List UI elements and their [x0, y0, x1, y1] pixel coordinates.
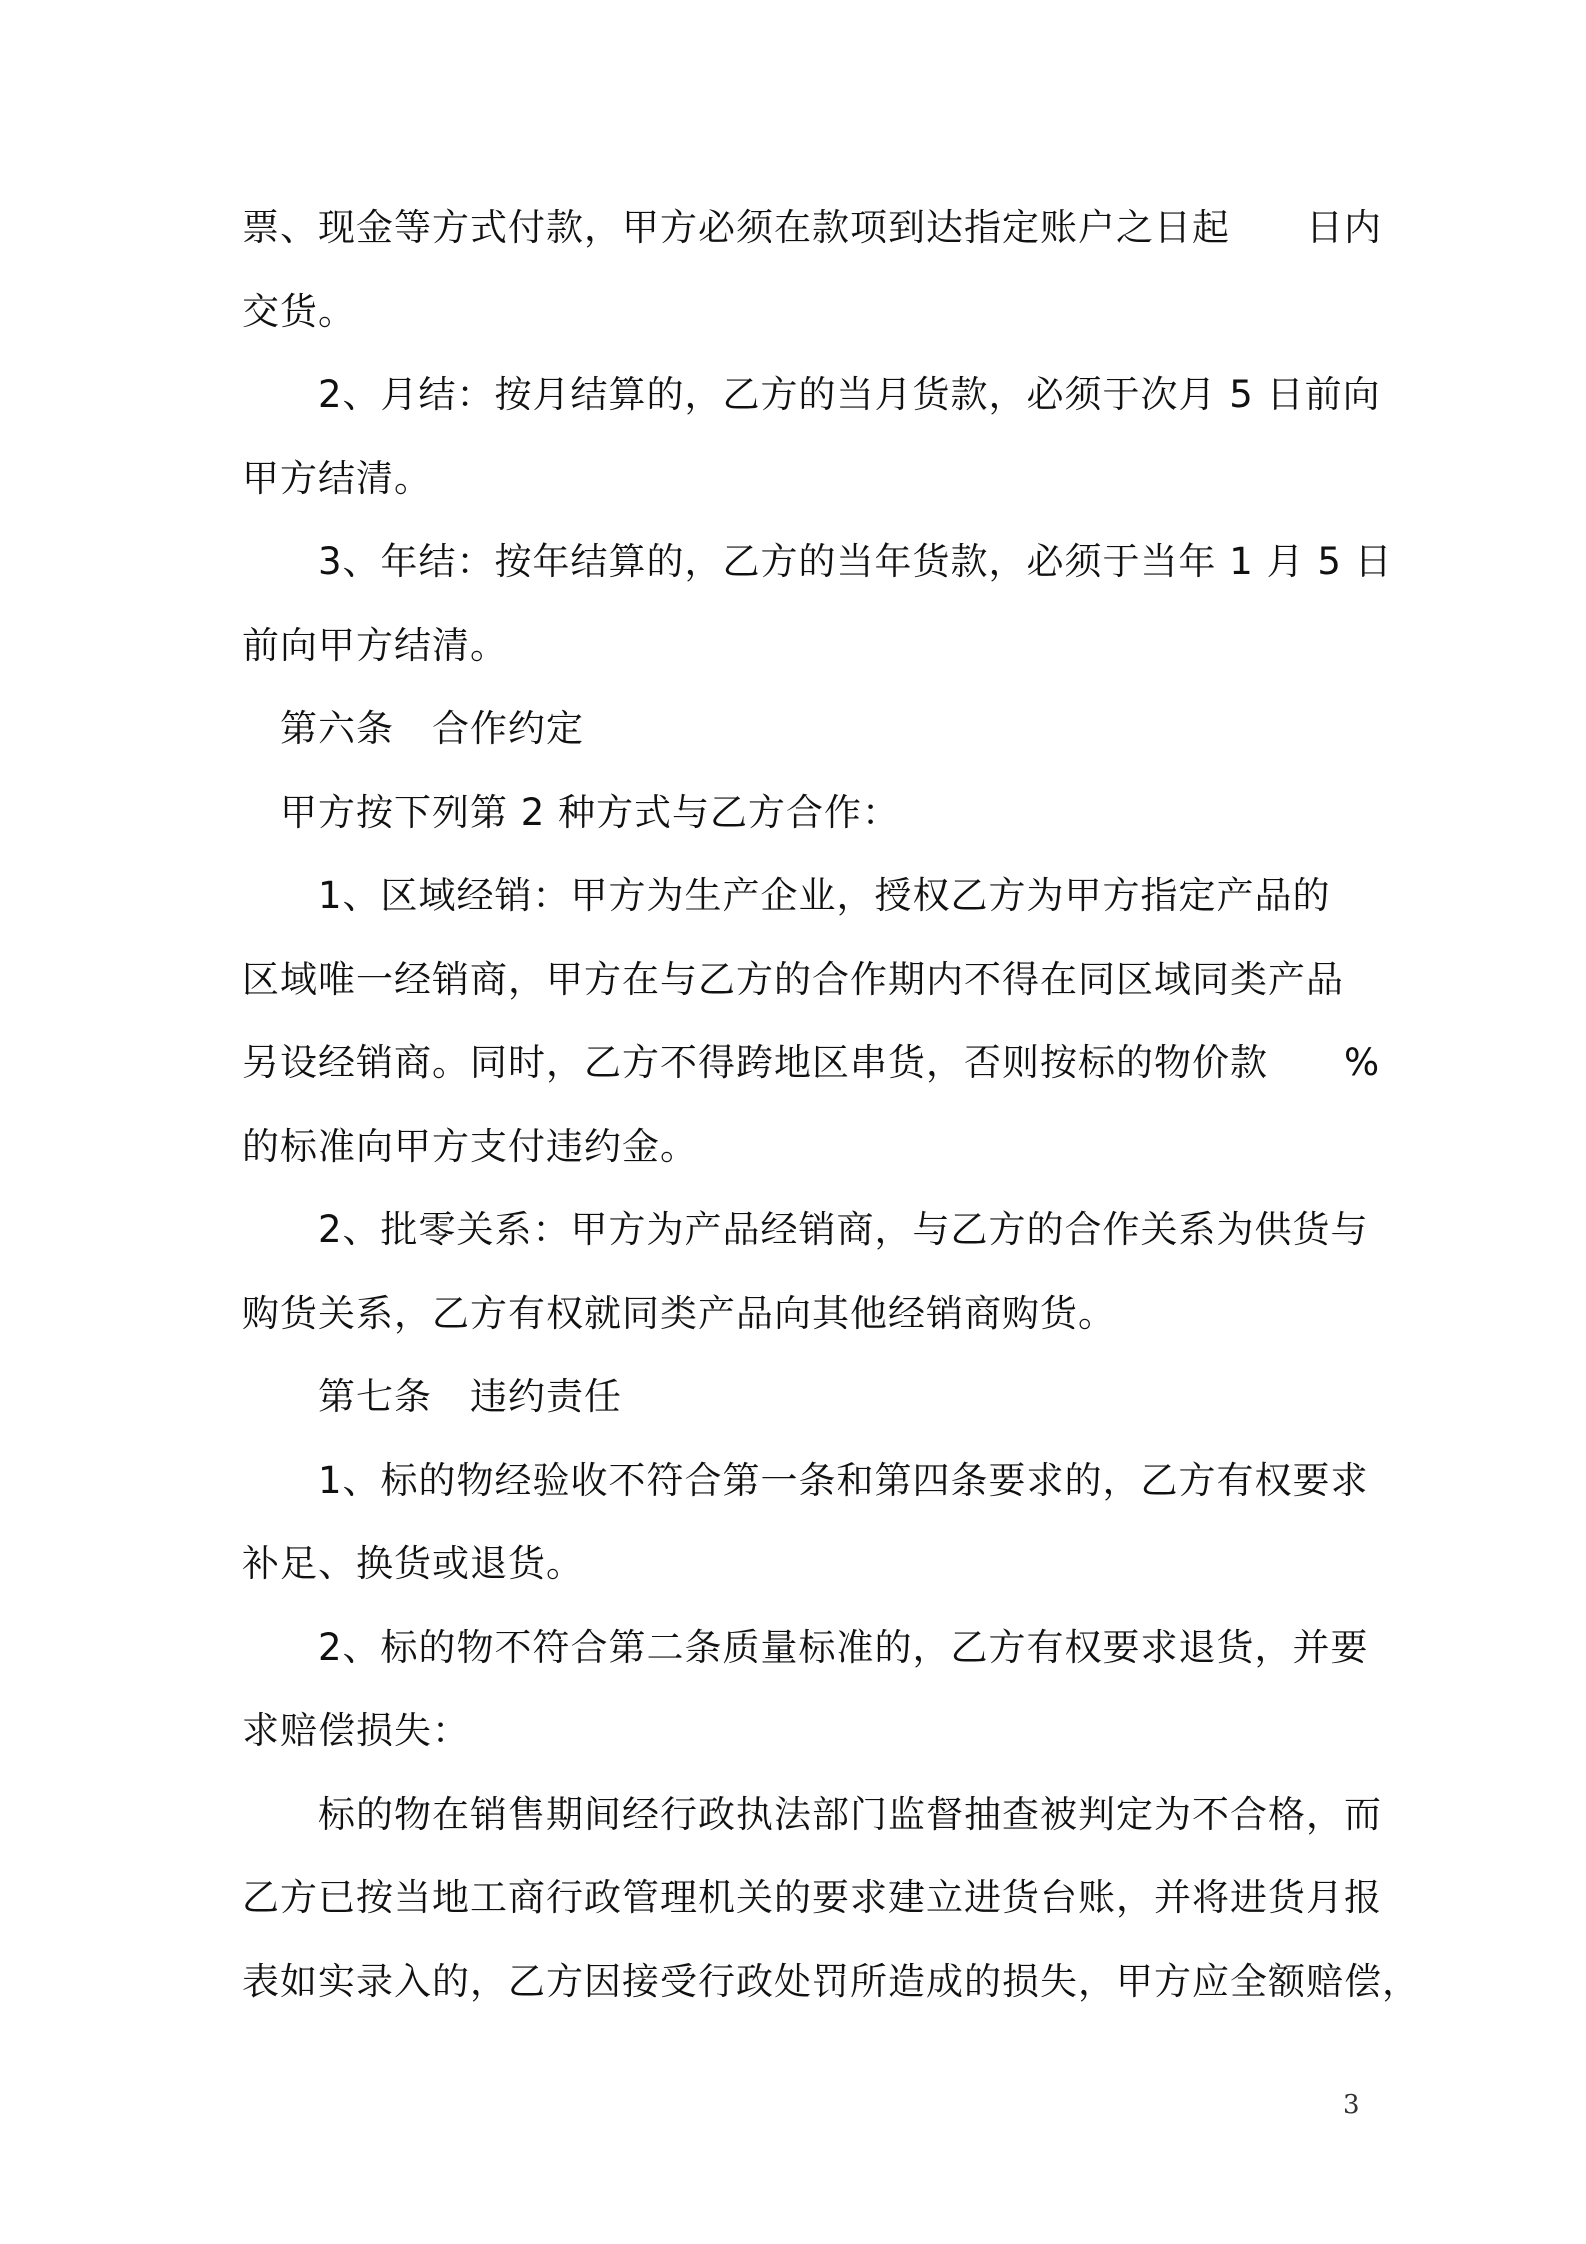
section-heading: 第六条 合作约定 — [242, 707, 584, 750]
text-line: 区域唯一经销商，甲方在与乙方的合作期内不得在同区域同类产品 — [242, 958, 1344, 1001]
text-line: 标的物在销售期间经行政执法部门监督抽查被判定为不合格，而 — [242, 1793, 1382, 1836]
text-line: 甲方按下列第 2 种方式与乙方合作： — [242, 791, 901, 834]
text-line: 的标准向甲方支付违约金。 — [242, 1125, 698, 1168]
text-line: 交货。 — [242, 290, 356, 333]
text-line: 2、月结：按月结算的，乙方的当月货款，必须于次月 5 日前向 — [242, 373, 1381, 416]
text-line: 另设经销商。同时，乙方不得跨地区串货，否则按标的物价款 % — [242, 1041, 1381, 1084]
text-line: 乙方已按当地工商行政管理机关的要求建立进货台账，并将进货月报 — [242, 1876, 1382, 1919]
text-line: 补足、换货或退货。 — [242, 1542, 584, 1585]
text-line: 1、区域经销：甲方为生产企业，授权乙方为甲方指定产品的 — [242, 874, 1331, 917]
text-line: 2、标的物不符合第二条质量标准的，乙方有权要求退货，并要 — [242, 1626, 1369, 1669]
text-line: 表如实录入的，乙方因接受行政处罚所造成的损失，甲方应全额赔偿， — [242, 1960, 1420, 2003]
text-line: 购货关系，乙方有权就同类产品向其他经销商购货。 — [242, 1292, 1116, 1335]
text-line: 求赔偿损失： — [242, 1709, 470, 1752]
page-number: 3 — [1343, 2090, 1360, 2120]
text-line: 2、批零关系：甲方为产品经销商，与乙方的合作关系为供货与 — [242, 1208, 1369, 1251]
text-line: 票、现金等方式付款，甲方必须在款项到达指定账户之日起 日内 — [242, 206, 1382, 249]
text-line: 1、标的物经验收不符合第一条和第四条要求的，乙方有权要求 — [242, 1459, 1369, 1502]
section-heading: 第七条 违约责任 — [242, 1375, 622, 1418]
text-line: 3、年结：按年结算的，乙方的当年货款，必须于当年 1 月 5 日 — [242, 540, 1393, 583]
text-line: 前向甲方结清。 — [242, 624, 508, 667]
text-line: 甲方结清。 — [242, 457, 432, 500]
